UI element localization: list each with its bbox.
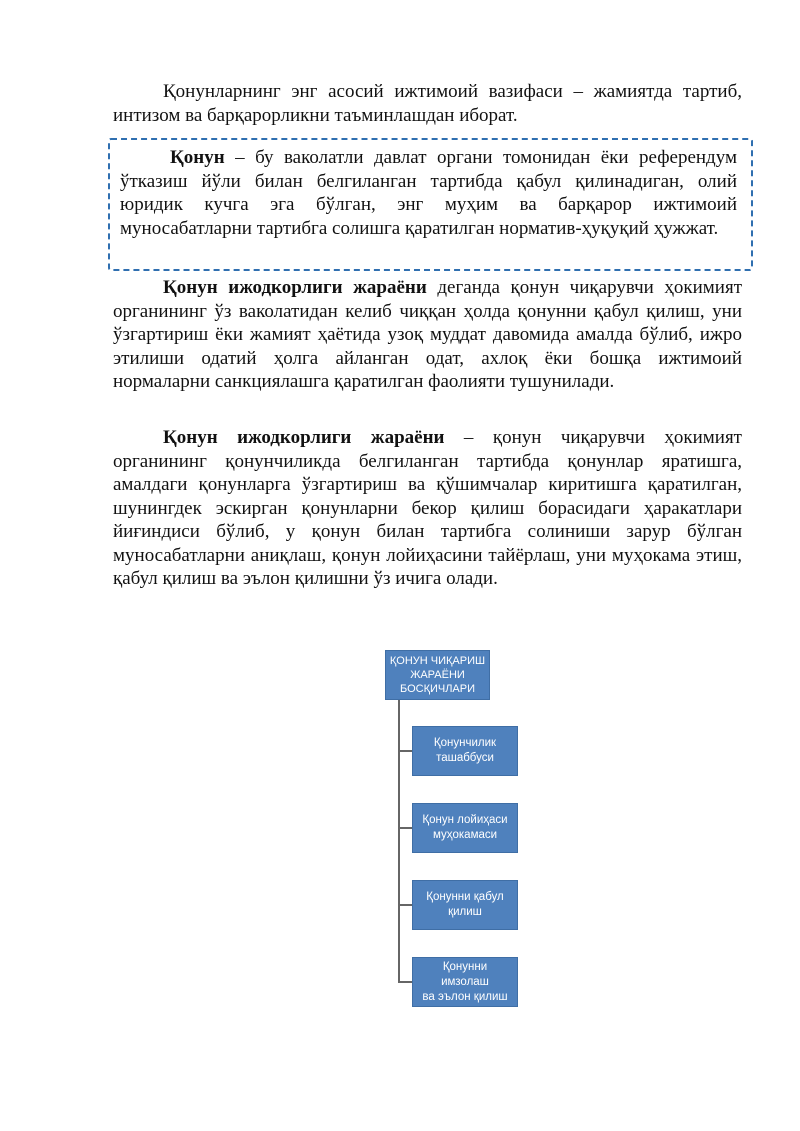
stage-4-line-1: Қонунни [442,960,488,973]
stage-node-discussion [412,803,518,853]
stage-node-initiative [412,726,518,776]
paragraph-3-term: Қонун ижодкорлиги жараёни [163,427,445,448]
definition-text [120,146,737,240]
stage-2-line-2: муҳокамаси [432,829,498,841]
connector-stage-1 [398,750,412,752]
stage-node-adoption [412,880,518,930]
root-line-3: БОСҚИЧЛАРИ [399,683,476,695]
paragraph-law-making-2 [113,426,742,591]
definition-box [108,138,753,271]
definition-body: – бу ваколатли давлат органи томонидан ёки референдум ўтказиш йўли билан белгиланган тартибда қабул қилинадиган, олий юридик кучга эга бўлган, энг муҳим ва барқарор ижтимоий муносабатларни тартибга солишга қаратилган норматив-ҳуқуқий ҳужжат. [120,147,737,239]
stage-node-signing-publication [412,957,518,1007]
stage-4-line-2: имзолаш [441,975,489,988]
stage-1-line-2: ташаббуси [436,752,494,764]
diagram-root-node [385,650,490,700]
intro-paragraph: Қонунларнинг энг асосий ижтимоий вазифаси – жамиятда тартиб, интизом ва барқарорликни таъминлашдан иборат. [113,81,742,126]
stage-3-line-1: Қонунни қабул [426,891,504,903]
root-line-2: ЖАРАЁНИ [410,669,465,681]
stage-2-line-1: Қонун лойиҳаси [422,814,508,826]
definition-term: Қонун [170,147,225,168]
paragraph-law-making-1 [113,276,742,394]
stage-1-line-1: Қонунчилик [433,737,497,749]
stage-3-line-2: қилиш [448,906,482,918]
paragraph-3-body: – қонун чиқарувчи ҳокимият органининг қонунчиликда белгиланган тартибда қонунлар яратишга, амалдаги қонунларга ўзгартириш ва қўшимчалар киритишга қаратилган, шунингдек эскирган қонунларни бекор қилиш борасидаги ҳаракатлари йиғиндиси бўлиб, у қонун билан тартибга солиниши зарур бўлган муносабатларни аниқлаш, қонун лойиҳасини тайёрлаш, уни муҳокама этиш, қабул қилиш ва эълон қилишни ўз ичига олади. [113,427,742,589]
connector-stage-4 [398,981,412,983]
paragraph-2-term: Қонун ижодкорлиги жараёни [163,277,427,298]
connector-stage-3 [398,904,412,906]
paragraph-2-body: деганда қонун чиқарувчи ҳокимият органининг ўз ваколатидан келиб чиққан ҳолда қонунни қабул қилиш, уни ўзгартириш ёки жамият ҳаётида узоқ муддат давомида амалда бўлиб, ижро этилиши одатий ҳолга айланган одат, ахлоқ ёки бошқа ижтимоий нормаларни санкциялашга қаратилган фаолияти тушунилади. [113,277,743,392]
stage-4-line-3: ва эълон қилиш [422,990,508,1003]
connector-vertical [398,700,400,982]
connector-stage-2 [398,827,412,829]
root-line-1: ҚОНУН ЧИҚАРИШ [389,655,486,667]
